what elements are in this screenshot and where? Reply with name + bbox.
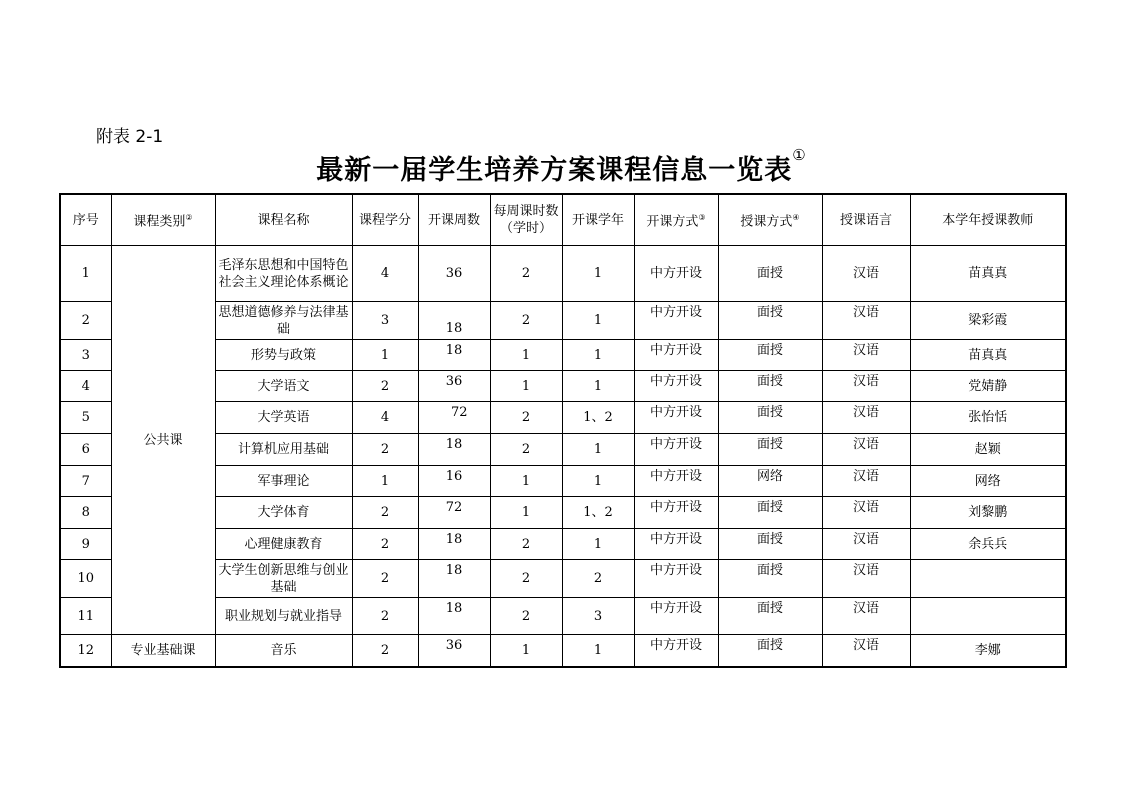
cell-language: 汉语 [822, 371, 910, 402]
col-header-weeks: 开课周数 [418, 194, 490, 246]
cell-offer: 中方开设 [634, 371, 718, 402]
course-table [59, 193, 1067, 668]
cell-no: 3 [60, 340, 111, 371]
cell-weeks: 72 [418, 402, 490, 434]
cell-year: 1 [562, 635, 634, 667]
cell-offer: 中方开设 [634, 560, 718, 598]
cell-name: 形势与政策 [215, 340, 352, 371]
cell-weeks: 36 [418, 246, 490, 302]
cell-credit: 2 [352, 635, 418, 667]
col-header-hours: 每周课时数（学时） [490, 194, 562, 246]
cell-no: 8 [60, 497, 111, 529]
cell-teach: 面授 [718, 371, 822, 402]
col-header-category: 课程类别② [111, 194, 215, 246]
cell-name: 计算机应用基础 [215, 434, 352, 466]
cell-credit: 3 [352, 302, 418, 340]
cell-no: 2 [60, 302, 111, 340]
cell-credit: 4 [352, 402, 418, 434]
cell-weeks: 18 [418, 598, 490, 635]
cell-year: 3 [562, 598, 634, 635]
col-header-name: 课程名称 [215, 194, 352, 246]
col-header-year: 开课学年 [562, 194, 634, 246]
cell-teacher [910, 598, 1066, 635]
table-row [60, 635, 1066, 667]
cell-language: 汉语 [822, 434, 910, 466]
cell-weeks: 18 [418, 434, 490, 466]
cell-no: 5 [60, 402, 111, 434]
cell-teacher: 苗真真 [910, 246, 1066, 302]
cell-teach: 面授 [718, 529, 822, 560]
cell-name: 职业规划与就业指导 [215, 598, 352, 635]
cell-name: 军事理论 [215, 466, 352, 497]
cell-hours: 2 [490, 598, 562, 635]
cell-language: 汉语 [822, 635, 910, 667]
cell-category-basic: 专业基础课 [111, 635, 215, 667]
cell-teach: 面授 [718, 340, 822, 371]
cell-no: 4 [60, 371, 111, 402]
cell-hours: 2 [490, 434, 562, 466]
cell-offer: 中方开设 [634, 402, 718, 434]
cell-credit: 1 [352, 466, 418, 497]
cell-name: 毛泽东思想和中国特色社会主义理论体系概论 [215, 246, 352, 302]
cell-teach: 面授 [718, 434, 822, 466]
cell-teacher: 李娜 [910, 635, 1066, 667]
cell-teacher: 刘黎鹏 [910, 497, 1066, 529]
cell-name: 思想道德修养与法律基础 [215, 302, 352, 340]
cell-language: 汉语 [822, 402, 910, 434]
cell-no: 11 [60, 598, 111, 635]
cell-name: 心理健康教育 [215, 529, 352, 560]
cell-language: 汉语 [822, 302, 910, 340]
cell-credit: 2 [352, 497, 418, 529]
cell-year: 1 [562, 371, 634, 402]
cell-weeks: 16 [418, 466, 490, 497]
cell-credit: 2 [352, 560, 418, 598]
cell-hours: 2 [490, 302, 562, 340]
cell-teacher: 赵颖 [910, 434, 1066, 466]
cell-teacher: 党婧静 [910, 371, 1066, 402]
cell-credit: 2 [352, 434, 418, 466]
cell-teach: 面授 [718, 598, 822, 635]
cell-offer: 中方开设 [634, 598, 718, 635]
cell-weeks: 36 [418, 635, 490, 667]
cell-offer: 中方开设 [634, 434, 718, 466]
cell-weeks: 18 [418, 529, 490, 560]
cell-no: 1 [60, 246, 111, 302]
cell-year: 1、2 [562, 402, 634, 434]
cell-offer: 中方开设 [634, 497, 718, 529]
cell-name: 大学语文 [215, 371, 352, 402]
cell-year: 2 [562, 560, 634, 598]
cell-category-public: 公共课 [111, 246, 215, 635]
cell-offer: 中方开设 [634, 529, 718, 560]
cell-weeks: 72 [418, 497, 490, 529]
col-header-no: 序号 [60, 194, 111, 246]
cell-weeks: 18 [418, 560, 490, 598]
cell-weeks: 18 [418, 302, 490, 340]
cell-name: 大学生创新思维与创业基础 [215, 560, 352, 598]
cell-hours: 1 [490, 340, 562, 371]
cell-hours: 2 [490, 560, 562, 598]
cell-no: 10 [60, 560, 111, 598]
cell-language: 汉语 [822, 246, 910, 302]
cell-hours: 1 [490, 635, 562, 667]
cell-credit: 1 [352, 340, 418, 371]
cell-name: 大学体育 [215, 497, 352, 529]
cell-year: 1、2 [562, 497, 634, 529]
cell-language: 汉语 [822, 598, 910, 635]
cell-year: 1 [562, 246, 634, 302]
cell-teach: 网络 [718, 466, 822, 497]
cell-teacher: 苗真真 [910, 340, 1066, 371]
cell-no: 6 [60, 434, 111, 466]
appendix-label: 附表 2-1 [96, 127, 164, 147]
cell-credit: 2 [352, 529, 418, 560]
cell-teach: 面授 [718, 497, 822, 529]
cell-credit: 2 [352, 371, 418, 402]
header-row [60, 194, 1066, 246]
cell-hours: 2 [490, 246, 562, 302]
cell-weeks: 36 [418, 371, 490, 402]
cell-year: 1 [562, 529, 634, 560]
col-header-credit: 课程学分 [352, 194, 418, 246]
cell-offer: 中方开设 [634, 466, 718, 497]
col-header-teacher: 本学年授课教师 [910, 194, 1066, 246]
cell-teacher: 网络 [910, 466, 1066, 497]
col-header-offer: 开课方式③ [634, 194, 718, 246]
cell-year: 1 [562, 466, 634, 497]
cell-teacher: 梁彩霞 [910, 302, 1066, 340]
cell-offer: 中方开设 [634, 302, 718, 340]
cell-offer: 中方开设 [634, 635, 718, 667]
col-header-language: 授课语言 [822, 194, 910, 246]
cell-teach: 面授 [718, 246, 822, 302]
cell-credit: 4 [352, 246, 418, 302]
cell-hours: 2 [490, 402, 562, 434]
cell-no: 7 [60, 466, 111, 497]
cell-year: 1 [562, 340, 634, 371]
cell-teacher: 余兵兵 [910, 529, 1066, 560]
cell-teach: 面授 [718, 302, 822, 340]
cell-language: 汉语 [822, 340, 910, 371]
cell-year: 1 [562, 302, 634, 340]
cell-language: 汉语 [822, 560, 910, 598]
cell-offer: 中方开设 [634, 246, 718, 302]
cell-hours: 1 [490, 466, 562, 497]
cell-hours: 1 [490, 371, 562, 402]
cell-teacher: 张怡恬 [910, 402, 1066, 434]
title-text: 最新一届学生培养方案课程信息一览表 [316, 155, 793, 186]
cell-language: 汉语 [822, 497, 910, 529]
cell-teach: 面授 [718, 635, 822, 667]
cell-teach: 面授 [718, 560, 822, 598]
cell-offer: 中方开设 [634, 340, 718, 371]
page-title [0, 148, 1123, 187]
cell-year: 1 [562, 434, 634, 466]
cell-weeks: 18 [418, 340, 490, 371]
cell-language: 汉语 [822, 466, 910, 497]
cell-name: 大学英语 [215, 402, 352, 434]
cell-credit: 2 [352, 598, 418, 635]
cell-name: 音乐 [215, 635, 352, 667]
cell-no: 9 [60, 529, 111, 560]
table-row [60, 246, 1066, 302]
title-note: ① [792, 146, 807, 164]
cell-hours: 1 [490, 497, 562, 529]
cell-teach: 面授 [718, 402, 822, 434]
cell-hours: 2 [490, 529, 562, 560]
col-header-teach: 授课方式④ [718, 194, 822, 246]
cell-teacher [910, 560, 1066, 598]
cell-no: 12 [60, 635, 111, 667]
cell-language: 汉语 [822, 529, 910, 560]
